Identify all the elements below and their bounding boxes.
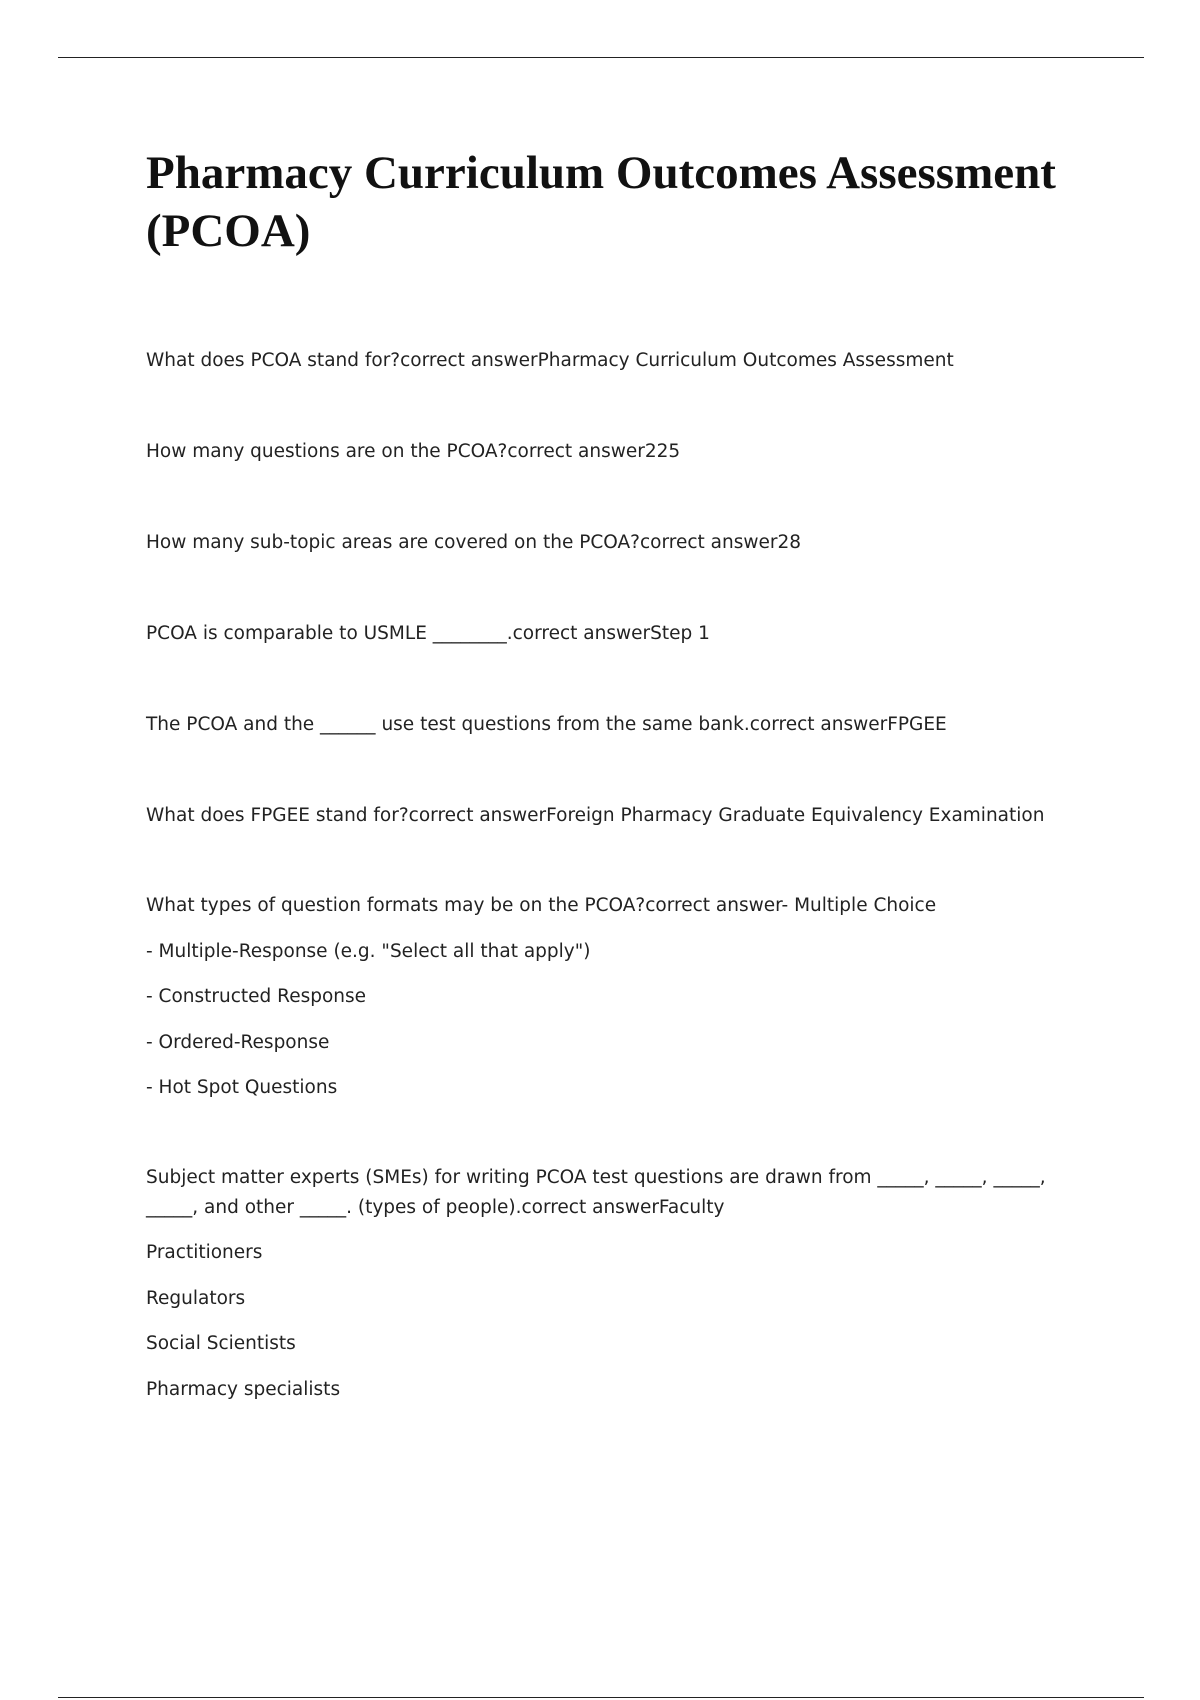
format-list-item: - Constructed Response (146, 986, 367, 1007)
top-rule (58, 57, 1144, 58)
sme-answer-item: Regulators (146, 1288, 246, 1309)
qa-item-sme: Subject matter experts (SMEs) for writing PCOA test questions are drawn from _____, _____, _____, _____, and other _____. (types of people).correct answerFaculty (146, 1167, 1052, 1218)
qa-item: What types of question formats may be on the PCOA?correct answer- Multiple Choice (146, 895, 937, 916)
format-list-item: - Multiple-Response (e.g. "Select all that apply") (146, 941, 591, 962)
sme-answer-item: Social Scientists (146, 1333, 296, 1354)
format-list-item: - Ordered-Response (146, 1032, 330, 1053)
bottom-rule (58, 1697, 1144, 1698)
format-list-item: - Hot Spot Questions (146, 1077, 338, 1098)
sme-answer-item: Pharmacy specialists (146, 1379, 341, 1400)
document-title: Pharmacy Curriculum Outcomes Assessment (PCOA) (146, 147, 1056, 257)
qa-item: What does FPGEE stand for?correct answerForeign Pharmacy Graduate Equivalency Examination (146, 805, 1045, 826)
qa-item: How many sub-topic areas are covered on the PCOA?correct answer28 (146, 532, 802, 553)
qa-item: PCOA is comparable to USMLE ________.correct answerStep 1 (146, 623, 710, 644)
sme-answer-item: Practitioners (146, 1242, 263, 1263)
qa-item: The PCOA and the ______ use test questions from the same bank.correct answerFPGEE (146, 714, 947, 735)
qa-item: How many questions are on the PCOA?correct answer225 (146, 441, 681, 462)
qa-item: What does PCOA stand for?correct answerPharmacy Curriculum Outcomes Assessment (146, 350, 954, 371)
